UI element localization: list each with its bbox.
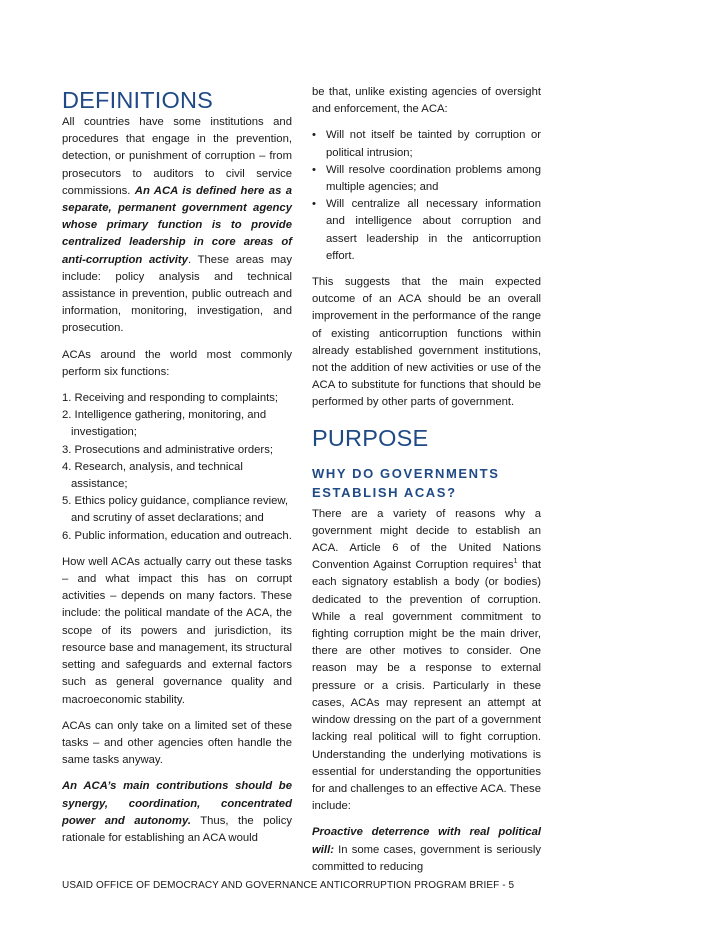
bullet-text: Will centralize all necessary information and intelligence about corruption and assert leadership in the anticorruption effort.	[326, 198, 541, 262]
reasons-body: that each signatory establish a body (or bodies) dedicated to the prevention of corruption. While a real government commitment to fighting corruption might be the main driver, there are other motives to consider. One reason may be a response to external pressure or a crisis. Particularly in these cases, ACAs may represent an attempt at window dressing on the part of a government lacking real political will to fight corruption. Understanding the underlying motivations is essential for understanding the opportunities for and challenges to an effective ACA. These include:	[312, 559, 541, 813]
aca-definition-emphasis: An ACA is defined here as a separate, permanent government agency whose primary function is to provide centralized leadership in core areas of anti-corruption activity	[62, 184, 293, 266]
why-subheading: WHY DO GOVERNMENTS ESTABLISH ACAS?	[312, 465, 500, 500]
contributions-rationale: Thus, the policy rationale for establishing an ACA would	[62, 814, 292, 844]
reasons-paragraph	[312, 506, 541, 816]
reasons-intro: There are a variety of reasons why a government might decide to establish an ACA. Article 6 of the United Nations Convention Against Corruption requires	[312, 507, 541, 572]
definitions-heading: DEFINITIONS	[62, 87, 214, 113]
list-item: 1. Receiving and responding to complaints;	[62, 392, 279, 405]
proactive-deterrence-paragraph	[312, 824, 541, 876]
list-item: 4. Research, analysis, and technical assistance;	[62, 460, 243, 491]
footnote-marker: 1	[513, 558, 518, 566]
proactive-deterrence-text: In some cases, government is seriously committed to reducing	[312, 843, 541, 873]
bullet-text: Will resolve coordination problems among multiple agencies; and	[326, 163, 541, 194]
bullet-text: Will not itself be tainted by corruption or political intrusion;	[326, 129, 541, 159]
left-column	[62, 84, 292, 856]
bullet-icon: •	[312, 198, 316, 211]
expected-outcome-paragraph: This suggests that the main expected outcome of an ACA should be an overall improvement in the performance of the range of existing anticorruption functions within already established government institutions, not the addition of new activities or use of the ACA to substitute for functions that should be performed by other parts of government.	[312, 276, 541, 409]
aca-benefits-list	[312, 127, 541, 265]
bullet-icon: •	[312, 163, 316, 176]
definitions-intro: All countries have some institutions and procedures that engage in the prevention, detection, or punishment of corruption – from prosecutors to auditors to civil service commissions.	[62, 116, 292, 197]
list-item: 2. Intelligence gathering, monitoring, and investigation;	[62, 409, 267, 439]
list-item: 5. Ethics policy guidance, compliance review, and scrutiny of asset declarations; and	[62, 495, 289, 525]
list-item: 6. Public information, education and outreach.	[62, 529, 292, 542]
contributions-emphasis: An ACA’s main contributions should be synergy, coordination, concentrated power and autonomy.	[62, 780, 292, 827]
purpose-heading: PURPOSE	[312, 424, 429, 451]
proactive-deterrence-emphasis: Proactive deterrence with real political will:	[312, 826, 541, 856]
definitions-areas: . These areas may include: policy analysis and technical assistance in prevention, public outreach and information, monitoring, investigation, and prosecution.	[62, 253, 292, 335]
list-item	[312, 127, 541, 161]
bullet-icon: •	[312, 129, 316, 142]
list-item	[312, 162, 541, 196]
limited-tasks-paragraph: ACAs can only take on a limited set of these tasks – and other agencies often handle the same tasks anyway.	[62, 719, 292, 767]
page-footer: USAID OFFICE OF DEMOCRACY AND GOVERNANCE ANTICORRUPTION PROGRAM BRIEF - 5	[62, 880, 515, 891]
functions-intro-paragraph: ACAs around the world most commonly perform six functions:	[62, 348, 292, 378]
right-column	[312, 84, 541, 885]
list-item: 3. Prosecutions and administrative orders;	[62, 443, 273, 456]
definitions-paragraph	[62, 114, 292, 338]
contributions-paragraph	[62, 778, 292, 847]
factors-paragraph: How well ACAs actually carry out these tasks – and what impact this has on corrupt activities – depends on many factors. These include: the political mandate of the ACA, the scope of its powers and jurisdiction, its resource base and management, its structural setting and safeguards and external factors such as general governance quality and macroeconomic stability.	[62, 555, 292, 706]
functions-list	[62, 390, 292, 545]
list-item	[312, 196, 541, 265]
aca-rationale-paragraph: be that, unlike existing agencies of oversight and enforcement, the ACA:	[312, 86, 541, 116]
